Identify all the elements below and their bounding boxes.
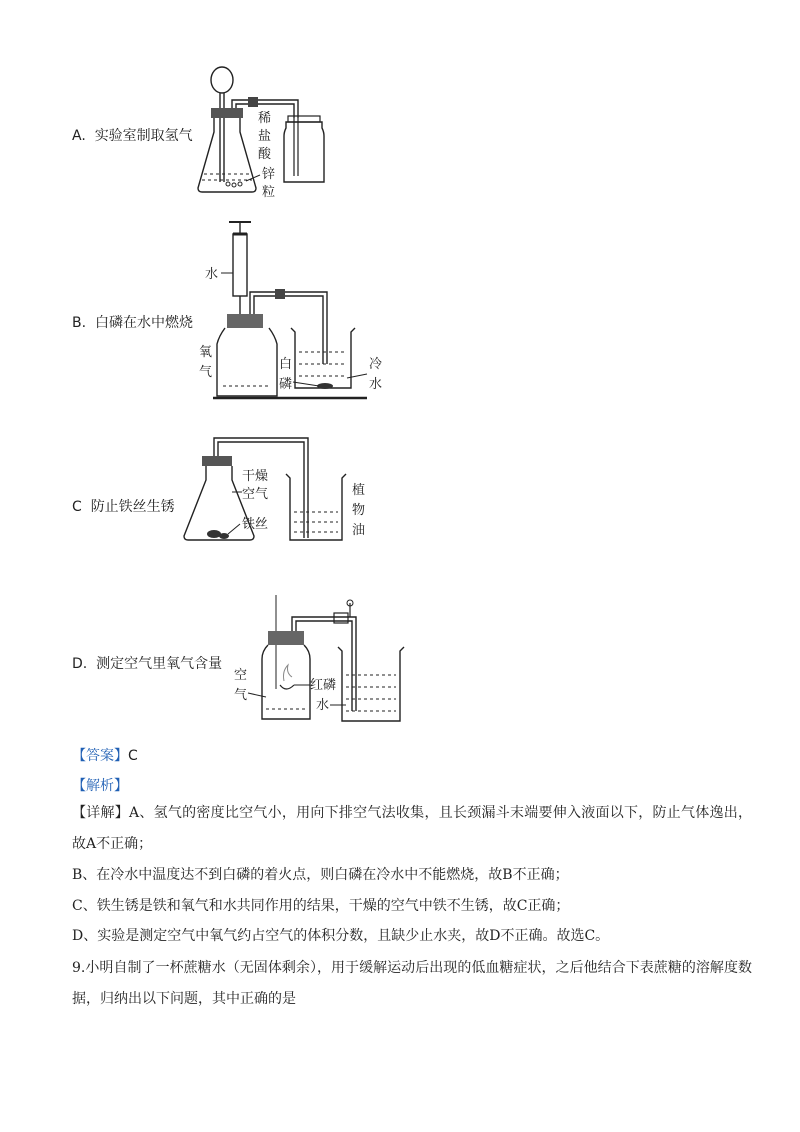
- label-water-d: 水: [316, 698, 330, 713]
- option-b-label: [72, 313, 193, 333]
- label-leng: 冷: [369, 357, 383, 372]
- option-text: 实验室制取氢气: [94, 128, 193, 144]
- label-xin: 锌: [262, 167, 276, 182]
- question-number: 9.: [72, 960, 86, 976]
- detail-paragraph-b: [72, 860, 752, 891]
- label-red-phosphorus: 红磷: [310, 678, 337, 693]
- answer-bracket-close: 】: [114, 748, 128, 764]
- label-kong: 空: [234, 668, 248, 683]
- label-yang: 氧: [199, 345, 213, 360]
- label-xi: 稀: [258, 111, 272, 126]
- answer-bracket-open: 【: [72, 748, 86, 764]
- detail-a-text: A、氢气的密度比空气小，用向下排空气法收集，且长颈漏斗末端要伸入液面以下，防止气体逸出，故A不正确；: [72, 805, 753, 852]
- label-shui: 水: [369, 377, 383, 392]
- label-water-syringe: 水: [205, 267, 219, 282]
- option-letter: D.: [72, 656, 88, 672]
- apparatus-b-white-phosphorus: [195, 218, 385, 403]
- apparatus-a-hydrogen-setup: [190, 60, 340, 210]
- answer-line: [72, 746, 138, 766]
- detail-c-text: C、铁生锈是铁和氧气和水共同作用的结果，干燥的空气中铁不生锈，故C正确；: [72, 898, 570, 914]
- label-air: 空气: [242, 487, 269, 502]
- option-letter: C: [72, 499, 82, 515]
- label-qi-d: 气: [234, 688, 248, 703]
- detail-d-text: D、实验是测定空气中氧气约占空气的体积分数，且缺少止水夹，故D不正确。故选C。: [72, 928, 610, 944]
- option-c-label: [72, 497, 175, 517]
- label-qi: 气: [199, 365, 213, 380]
- option-letter: B.: [72, 315, 87, 331]
- detail-b-text: B、在冷水中温度达不到白磷的着火点，则白磷在冷水中不能燃烧，故B不正确；: [72, 867, 569, 883]
- label-li: 粒: [262, 185, 276, 200]
- question-text: 小明自制了一杯蔗糖水（无固体剩余），用于缓解运动后出现的低血糖症状，之后他结合下表蔗糖的溶解度数据，归纳出以下问题，其中正确的是: [72, 960, 752, 1007]
- option-text: 测定空气里氧气含量: [96, 656, 223, 672]
- option-text: 防止铁丝生锈: [90, 499, 175, 515]
- label-zhi: 植: [352, 483, 366, 498]
- analysis-bracket-close: 】: [114, 778, 128, 794]
- analysis-bracket-open: 【: [72, 778, 86, 794]
- detail-paragraph-c: [72, 891, 752, 922]
- label-wu: 物: [352, 503, 366, 518]
- answer-tag: 答案: [86, 748, 114, 764]
- label-dry: 干燥: [242, 469, 269, 484]
- option-text: 白磷在水中燃烧: [94, 315, 193, 331]
- option-letter: A.: [72, 128, 86, 144]
- label-lin: 磷: [279, 377, 293, 392]
- detail-paragraph-d: [72, 921, 752, 952]
- label-iron-wire: 铁丝: [242, 517, 269, 532]
- option-d-label: [72, 654, 222, 674]
- option-a-label: [72, 126, 193, 146]
- label-yan: 盐: [258, 129, 272, 144]
- analysis-tag: 解析: [86, 778, 114, 794]
- question-9: [72, 953, 752, 1015]
- apparatus-d-oxygen-content: [230, 595, 420, 725]
- detail-tag: 【详解】: [72, 805, 130, 821]
- label-suan: 酸: [258, 147, 272, 162]
- apparatus-c-iron-rust: [180, 432, 380, 552]
- detail-paragraph-a: [72, 798, 752, 860]
- label-you: 油: [352, 523, 366, 538]
- analysis-line: [72, 776, 128, 796]
- label-bai: 白: [279, 357, 293, 372]
- answer-value: C: [128, 748, 138, 764]
